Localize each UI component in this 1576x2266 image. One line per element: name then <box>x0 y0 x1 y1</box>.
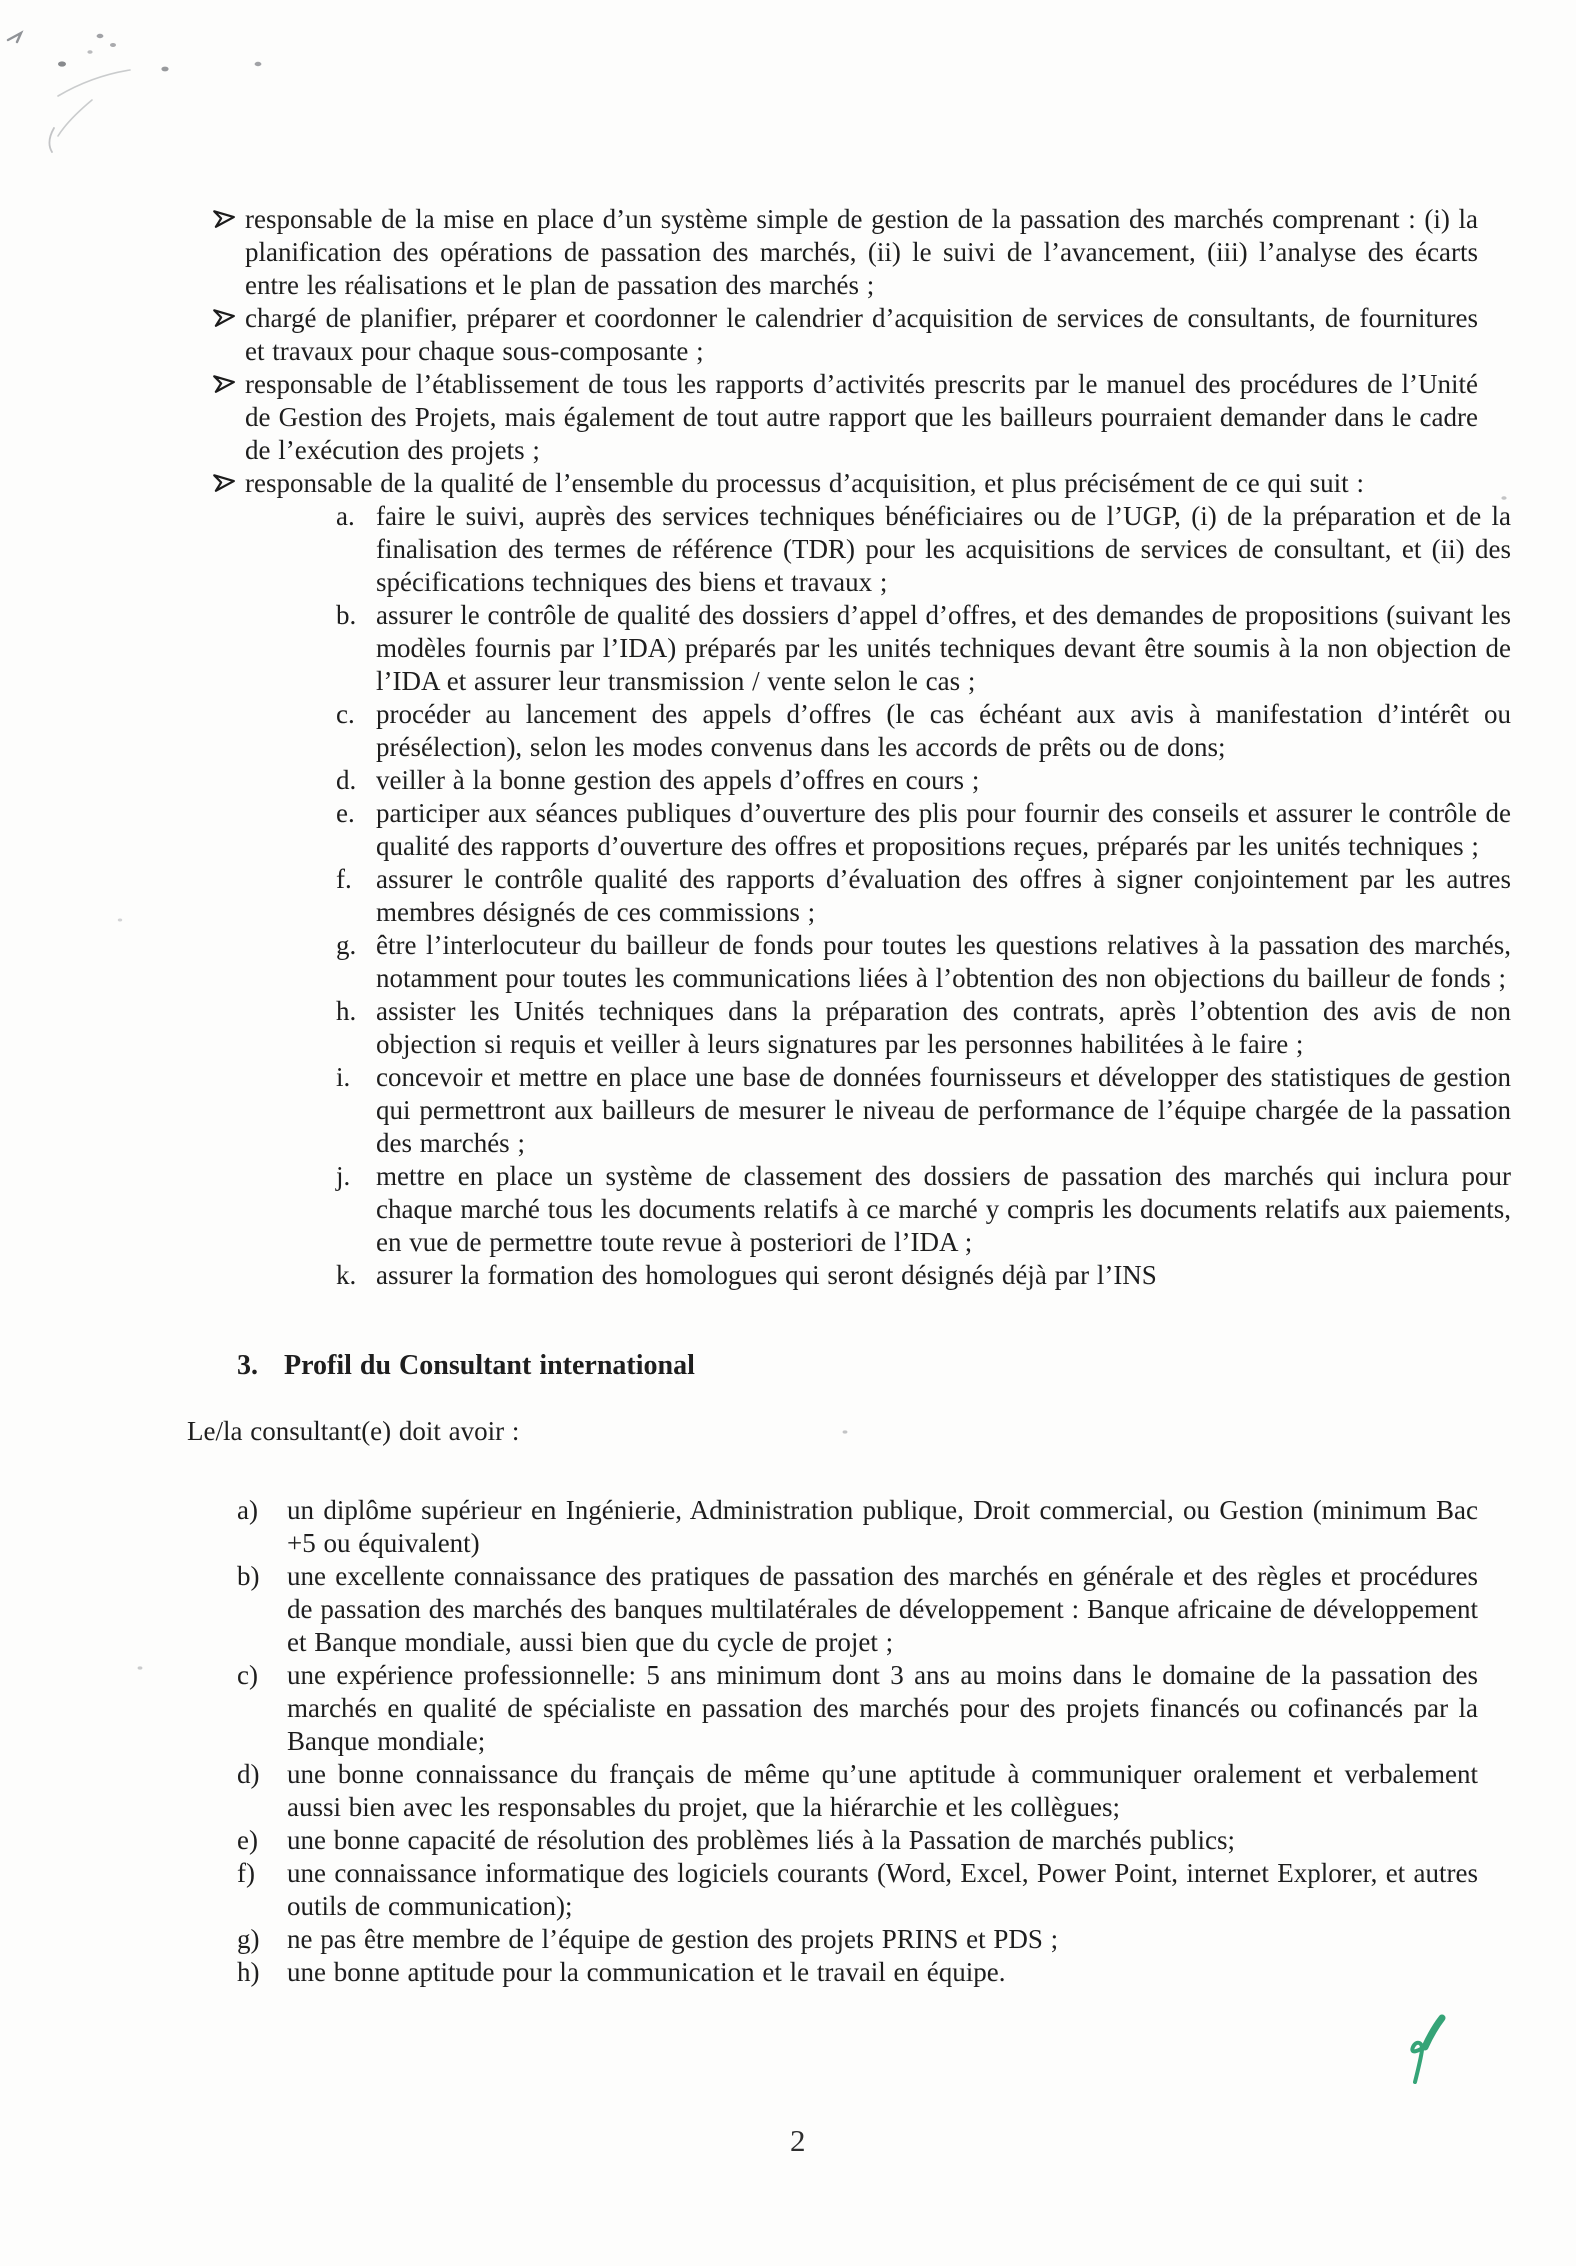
section-heading <box>237 1349 1576 1383</box>
item-marker: c) <box>237 1660 258 1690</box>
item-marker: h) <box>237 1957 260 1987</box>
item-text: une bonne capacité de résolution des problèmes liés à la Passation de marchés publics; <box>287 1825 1235 1855</box>
item-text: une bonne connaissance du français de même qu’une aptitude à communiquer oralement et verbalement aussi bien avec les responsables du projet, que la hiérarchie et les collègues; <box>287 1759 1478 1822</box>
duty-details-list <box>336 500 1511 1292</box>
item-marker: f. <box>336 864 352 894</box>
item-marker: j. <box>336 1161 351 1191</box>
list-item <box>212 302 1478 368</box>
list-item <box>237 1758 1478 1824</box>
list-item <box>336 764 1511 797</box>
item-text: assurer le contrôle de qualité des dossiers d’appel d’offres, et des demandes de propositions (suivant les modèles fournis par l’IDA) préparés par les unités techniques devant être soumis à la non objection de l’IDA et assurer leur transmission / vente selon le cas ; <box>376 600 1511 696</box>
item-text: assurer le contrôle qualité des rapports d’évaluation des offres à signer conjointement par les autres membres désignés de ces commissions ; <box>376 864 1511 927</box>
profile-requirements-list <box>237 1494 1478 1989</box>
list-item <box>237 1659 1478 1758</box>
item-text: un diplôme supérieur en Ingénierie, Administration publique, Droit commercial, ou Gestion (minimum Bac +5 ou équivalent) <box>287 1495 1478 1558</box>
item-marker: b) <box>237 1561 260 1591</box>
intro-line: Le/la consultant(e) doit avoir : <box>187 1416 520 1446</box>
list-item <box>336 1061 1511 1160</box>
item-text: concevoir et mettre en place une base de données fournisseurs et développer des statistiques de gestion qui permettront aux bailleurs de mesurer le niveau de performance de l’équipe chargée de la passation des marchés ; <box>376 1062 1511 1158</box>
item-marker: d) <box>237 1759 260 1789</box>
item-text: une connaissance informatique des logiciels courants (Word, Excel, Power Point, internet Explorer, et autres outils de communication); <box>287 1858 1478 1921</box>
green-check-icon <box>1404 2012 1454 2092</box>
bullet-text: responsable de l’établissement de tous les rapports d’activités prescrits par le manuel des procédures de l’Unité de Gestion des Projets, mais également de tout autre rapport que les bailleurs pourraient demander dans le cadre de l’exécution des projets ; <box>245 369 1478 465</box>
list-item <box>336 797 1511 863</box>
list-item <box>336 995 1511 1061</box>
page-number: 2 <box>790 2123 806 2158</box>
item-text: une expérience professionnelle: 5 ans minimum dont 3 ans au moins dans le domaine de la passation des marchés en qualité de spécialiste en passation des marchés pour des projets financés ou cofinancés par la Banque mondiale; <box>287 1660 1478 1756</box>
document-body <box>0 203 1576 1989</box>
item-text: participer aux séances publiques d’ouverture des plis pour fournir des conseils et assurer le contrôle de qualité des rapports d’ouverture des offres et propositions reçues, préparés par les unités techniques ; <box>376 798 1511 861</box>
item-marker: f) <box>237 1858 255 1888</box>
item-text: assurer la formation des homologues qui seront désignés déjà par l’INS <box>376 1260 1157 1290</box>
item-marker: g. <box>336 930 357 960</box>
item-marker: d. <box>336 765 357 795</box>
section-title: Profil du Consultant international <box>284 1350 695 1381</box>
list-item <box>336 1160 1511 1259</box>
arrowhead-bullet-icon <box>212 472 238 492</box>
item-marker: e) <box>237 1825 258 1855</box>
item-text: faire le suivi, auprès des services techniques bénéficiaires ou de l’UGP, (i) de la préparation et de la finalisation des termes de référence (TDR) pour les acquisitions de services de consultant, et (ii) des spécifications techniques des biens et travaux ; <box>376 501 1511 597</box>
bullet-text: responsable de la mise en place d’un système simple de gestion de la passation des marchés comprenant : (i) la planification des opérations de passation des marchés, (ii) le suivi de l’avancement, (iii) l’analyse des écarts entre les réalisations et le plan de passation des marchés ; <box>245 204 1478 300</box>
bullet-text: chargé de planifier, préparer et coordonner le calendrier d’acquisition de services de consultants, de fournitures et travaux pour chaque sous-composante ; <box>245 303 1478 366</box>
item-text: mettre en place un système de classement des dossiers de passation des marchés qui inclura pour chaque marché tous les documents relatifs à ce marché y compris les documents relatifs aux paiements, en vue de permettre toute revue à posteriori de l’IDA ; <box>376 1161 1511 1257</box>
arrowhead-bullet-icon <box>212 373 238 393</box>
list-item <box>237 1560 1478 1659</box>
item-marker: b. <box>336 600 357 630</box>
list-item <box>212 203 1478 302</box>
item-text: une bonne aptitude pour la communication et le travail en équipe. <box>287 1957 1006 1987</box>
list-item <box>336 863 1511 929</box>
item-marker: e. <box>336 798 355 828</box>
item-marker: a. <box>336 501 355 531</box>
list-item <box>237 1494 1478 1560</box>
section-number: 3. <box>237 1350 258 1381</box>
item-marker: a) <box>237 1495 258 1525</box>
list-item <box>212 368 1478 467</box>
item-marker: h. <box>336 996 357 1026</box>
item-marker: c. <box>336 699 355 729</box>
list-item <box>212 467 1511 1292</box>
bullet-text: responsable de la qualité de l’ensemble du processus d’acquisition, et plus précisément de ce qui suit : <box>245 468 1364 498</box>
item-text: assister les Unités techniques dans la préparation des contrats, après l’obtention des avis de non objection si requis et veiller à leurs signatures par les personnes habilitées à le faire ; <box>376 996 1511 1059</box>
arrowhead-bullet-icon <box>212 208 238 228</box>
item-marker: i. <box>336 1062 351 1092</box>
list-item <box>336 1259 1511 1292</box>
item-text: procéder au lancement des appels d’offres (le cas échéant aux avis à manifestation d’intérêt ou présélection), selon les modes convenus dans les accords de prêts ou de dons; <box>376 699 1511 762</box>
item-text: veiller à la bonne gestion des appels d’offres en cours ; <box>376 765 980 795</box>
arrowhead-bullet-icon <box>212 307 238 327</box>
item-marker: g) <box>237 1924 260 1954</box>
list-item <box>336 929 1511 995</box>
duties-bullet-list <box>212 203 1511 1292</box>
item-text: ne pas être membre de l’équipe de gestion des projets PRINS et PDS ; <box>287 1924 1059 1954</box>
list-item <box>336 599 1511 698</box>
list-item <box>237 1923 1478 1956</box>
list-item <box>237 1956 1478 1989</box>
item-text: une excellente connaissance des pratiques de passation des marchés en générale et des règles et procédures de passation des marchés des banques multilatérales de développement : Banque africaine de développement et Banque mondiale, aussi bien que du cycle de projet ; <box>287 1561 1478 1657</box>
list-item <box>336 698 1511 764</box>
item-marker: k. <box>336 1260 357 1290</box>
list-item <box>336 500 1511 599</box>
item-text: être l’interlocuteur du bailleur de fonds pour toutes les questions relatives à la passation des marchés, notamment pour toutes les communications liées à l’obtention des non objections du bailleur de fonds ; <box>376 930 1511 993</box>
list-item <box>237 1857 1478 1923</box>
list-item <box>237 1824 1478 1857</box>
